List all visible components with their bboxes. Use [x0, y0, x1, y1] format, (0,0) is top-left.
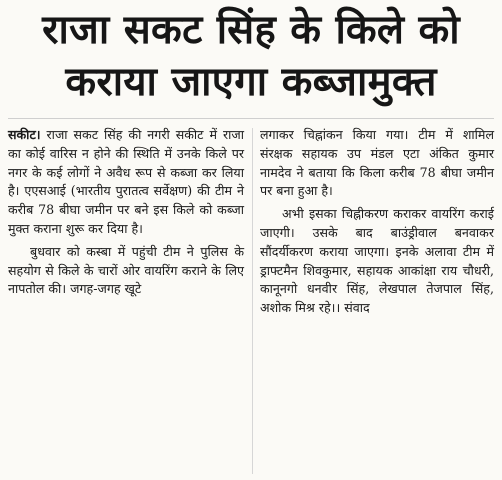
- article-paragraph: लगाकर चिह्नांकन किया गया। टीम में शामिल संरक्षक सहायक उप मंडल एटा अंकित कुमार नामदेव ने बताया कि किला करीब 78 बीघा जमीन पर बना हुआ है।: [260, 127, 494, 199]
- headline-line-2: कराया जाएगा कब्जामुक्त: [65, 59, 437, 105]
- headline-line-1: राजा सकट सिंह के किले को: [42, 7, 460, 53]
- article-column-left: [8, 126, 244, 303]
- dateline: सकीट।: [8, 127, 41, 142]
- column-divider: [252, 128, 253, 474]
- headline: [0, 4, 502, 108]
- article-paragraph: अभी इसका चिह्नीकरण कराकर वायरिंग कराई जाएगी। उसके बाद बाउंड्रीवाल बनवाकर सौंदर्यीकरण कराया जाएगा। इनके अलावा टीम में ड्राफ्टमैन शिवकुमार, सहायक आकांक्षा राय चौधरी, कानूनगो धनवीर सिंह, लेखपाल तेजपाल सिंह, अशोक मिश्र रहे।। संवाद: [260, 206, 494, 316]
- article-paragraph: बुधवार को कस्बा में पहुंची टीम ने पुलिस के सहयोग से किले के चारों ओर वायरिंग कराने के लिए नापतोल की। जगह-जगह खूटे: [8, 243, 244, 297]
- paragraph-text: राजा सकट सिंह की नगरी सकीट में राजा का कोई वारिस न होने की स्थिति में उनके किले पर नगर के कई लोगों ने अवैध रूप से कब्जा कर लिया है। एएसआई (भारतीय पुरातत्व सर्वेक्षण) की टीम ने करीब 78 बीघा जमीन पर बने इस किले को कब्जा मुक्त कराना शुरू कर दिया है।: [8, 127, 244, 236]
- headline-divider: [8, 118, 494, 119]
- article-paragraph: [8, 126, 244, 239]
- article-column-right: [260, 126, 494, 322]
